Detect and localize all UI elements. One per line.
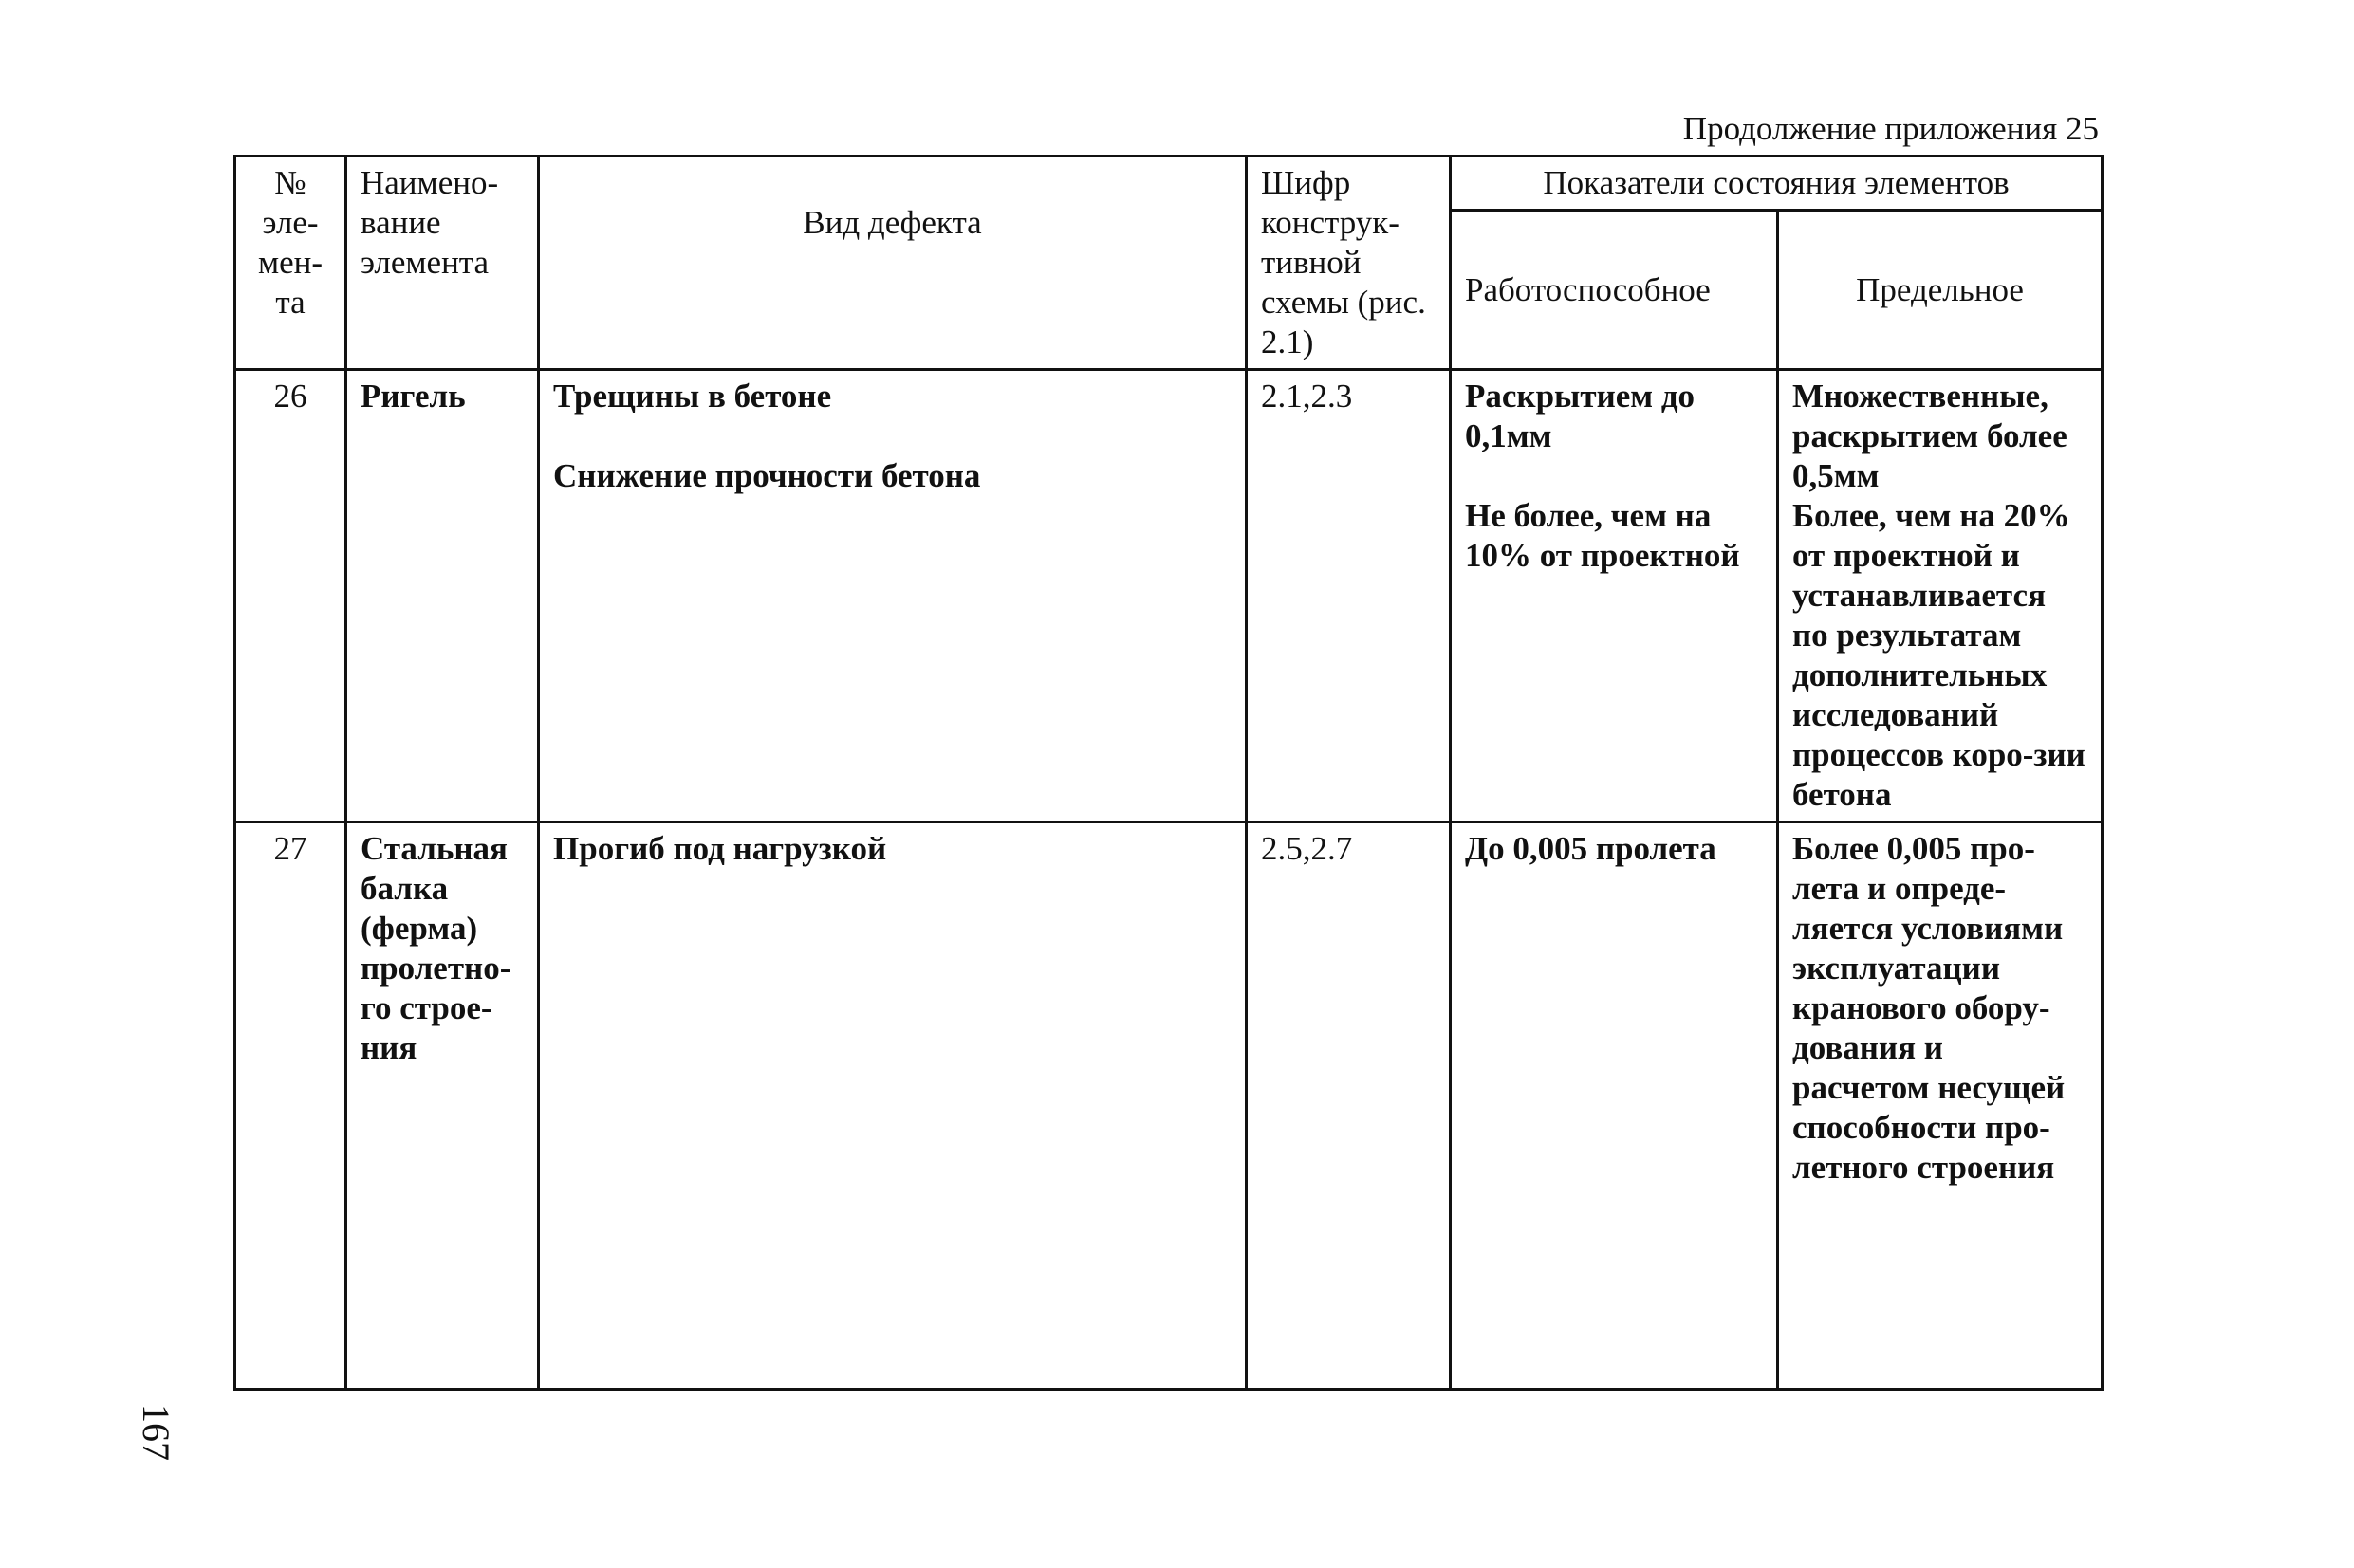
header-number: № эле-мен-та — [235, 157, 346, 370]
limit-text: Более, чем на 20% от проектной и устанавливается по результатам дополнительных исследований процессов коро-зии бетона — [1792, 497, 2085, 813]
defects-table — [233, 155, 2104, 1391]
defect-text: Трещины в бетоне — [553, 378, 832, 415]
header-condition-group: Показатели состояния элементов — [1451, 157, 2103, 211]
header-limit: Предельное — [1778, 211, 2103, 370]
row-defect: Прогиб под нагрузкой — [539, 822, 1247, 1390]
header-defect: Вид дефекта — [539, 157, 1247, 370]
header-row — [235, 157, 2103, 211]
limit-text: Множественные, раскрытием более 0,5мм — [1792, 378, 2067, 494]
table-row — [235, 822, 2103, 1390]
row-name: Стальная балка (ферма) пролетно-го строе-ния — [346, 822, 539, 1390]
working-text: Не более, чем на 10% от проектной — [1465, 497, 1740, 574]
table-row — [235, 370, 2103, 822]
row-defect — [539, 370, 1247, 822]
defect-text: Снижение прочности бетона — [553, 457, 981, 494]
row-working — [1451, 370, 1778, 822]
appendix-caption: Продолжение приложения 25 — [1682, 110, 2099, 147]
row-name: Ригель — [346, 370, 539, 822]
page-number: 167 — [135, 1404, 177, 1461]
row-scheme: 2.1,2.3 — [1247, 370, 1451, 822]
row-scheme: 2.5,2.7 — [1247, 822, 1451, 1390]
row-limit: Более 0,005 про-лета и опреде-ляется условиями эксплуатации кранового обору-дования и расчетом несущей способности про-летного строения — [1778, 822, 2103, 1390]
row-working: До 0,005 пролета — [1451, 822, 1778, 1390]
row-limit — [1778, 370, 2103, 822]
header-working: Работоспособное — [1451, 211, 1778, 370]
working-text: Раскрытием до 0,1мм — [1465, 378, 1696, 454]
header-name: Наимено-вание элемента — [346, 157, 539, 370]
header-scheme: Шифр конструк-тивной схемы (рис. 2.1) — [1247, 157, 1451, 370]
row-number: 26 — [235, 370, 346, 822]
row-number: 27 — [235, 822, 346, 1390]
